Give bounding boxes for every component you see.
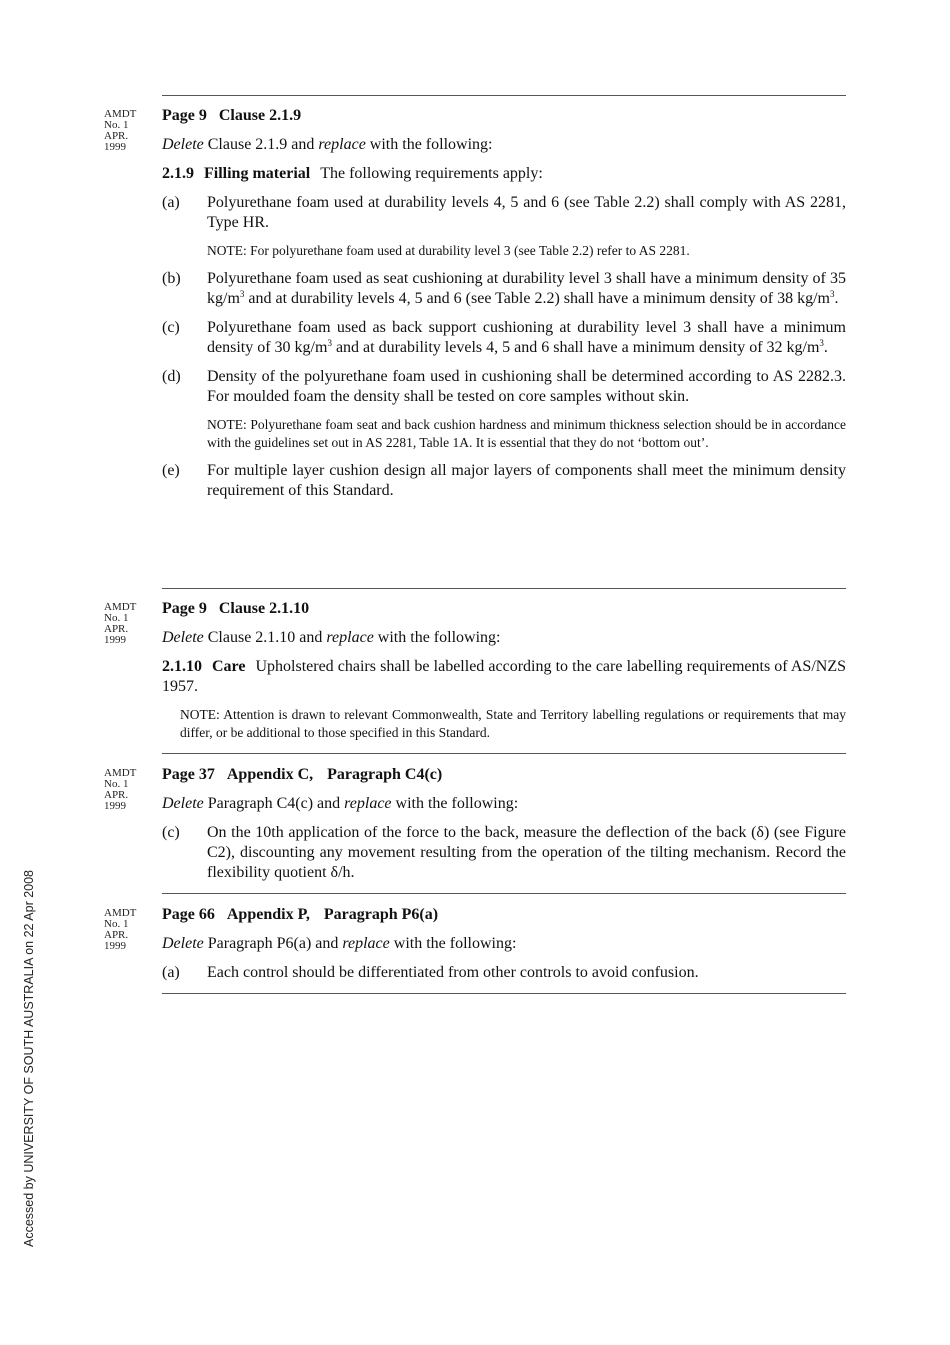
amendment-heading: Page 37 Appendix C, Paragraph C4(c) (162, 766, 443, 783)
divider-3 (162, 893, 846, 894)
divider-2 (162, 753, 846, 754)
amendment-heading: Page 66 Appendix P, Paragraph P6(a) (162, 906, 439, 923)
amendment-instruction: Delete Paragraph P6(a) and replace with the following: (162, 935, 517, 952)
divider-bottom (162, 993, 846, 994)
amendment-appendix-p (162, 905, 846, 992)
list-item: (c) On the 10th application of the force to the back, measure the deflection of the back (δ) (see Figure C2), discounting any movement resulting from the operation of the tilting mechanism. Record the flexibility quotient δ/h. (162, 824, 846, 881)
amendment-instruction: Delete Clause 2.1.10 and replace with the following: (162, 629, 501, 646)
note: NOTE: Polyurethane foam seat and back cushion hardness and minimum thickness selection should be in accordance with the guidelines set out in AS 2281, Table 1A. It is essential that they do not ‘bottom out’. (207, 417, 846, 450)
list-item: (a) Each control should be differentiated from other controls to avoid confusion. (162, 964, 699, 981)
amendment-marker: AMDT No. 1 APR. 1999 (104, 767, 137, 812)
note: NOTE: For polyurethane foam used at durability level 3 (see Table 2.2) refer to AS 2281. (207, 243, 690, 258)
list-item: (a) Polyurethane foam used at durability levels 4, 5 and 6 (see Table 2.2) shall comply with AS 2281, Type HR. (162, 194, 846, 231)
list-item: (b) Polyurethane foam used as seat cushioning at durability level 3 shall have a minimum density of 35 $kg/m^3$ and at durability levels 4, 5 and 6 (see Table 2.2) shall have a minimum density of 38 $kg/m^3$. (162, 270, 846, 307)
clause-paragraph: 2.1.9 Filling material The following requirements apply: (162, 165, 543, 182)
access-watermark: Accessed by UNIVERSITY OF SOUTH AUSTRALIA on 22 Apr 2008 (22, 869, 36, 1247)
amendment-instruction: Delete Paragraph C4(c) and replace with the following: (162, 795, 519, 812)
divider-1 (162, 588, 846, 589)
amendment-instruction: Delete Clause 2.1.9 and replace with the following: (162, 136, 493, 153)
amendment-marker: AMDT No. 1 APR. 1999 (104, 907, 137, 952)
divider-top (162, 95, 846, 96)
list-item: (c) Polyurethane foam used as back support cushioning at durability level 3 shall have a minimum density of 30 $kg/m^3$ and at durability levels 4, 5 and 6 shall have a minimum density of 32 $kg/m^3$. (162, 319, 846, 356)
amendment-clause-2-1-10 (162, 599, 846, 751)
amendment-marker: AMDT No. 1 APR. 1999 (104, 108, 137, 153)
note: NOTE: Attention is drawn to relevant Commonwealth, State and Territory labelling regulations or requirements that may differ, or be additional to those specified in this Standard. (180, 707, 846, 740)
amendment-heading: Page 9 Clause 2.1.9 (162, 107, 302, 124)
amendment-clause-2-1-9 (162, 106, 846, 510)
list-item: (e) For multiple layer cushion design all major layers of components shall meet the minimum density requirement of this Standard. (162, 462, 846, 499)
amendment-appendix-c (162, 765, 846, 892)
amendment-marker: AMDT No. 1 APR. 1999 (104, 601, 137, 646)
list-item: (d) Density of the polyurethane foam used in cushioning shall be determined according to AS 2282.3. For moulded foam the density shall be tested on core samples without skin. (162, 368, 846, 405)
clause-paragraph: 2.1.10 Care Upholstered chairs shall be labelled according to the care labelling requirements of AS/NZS 1957. (162, 658, 846, 695)
amendment-heading: Page 9 Clause 2.1.10 (162, 600, 310, 617)
